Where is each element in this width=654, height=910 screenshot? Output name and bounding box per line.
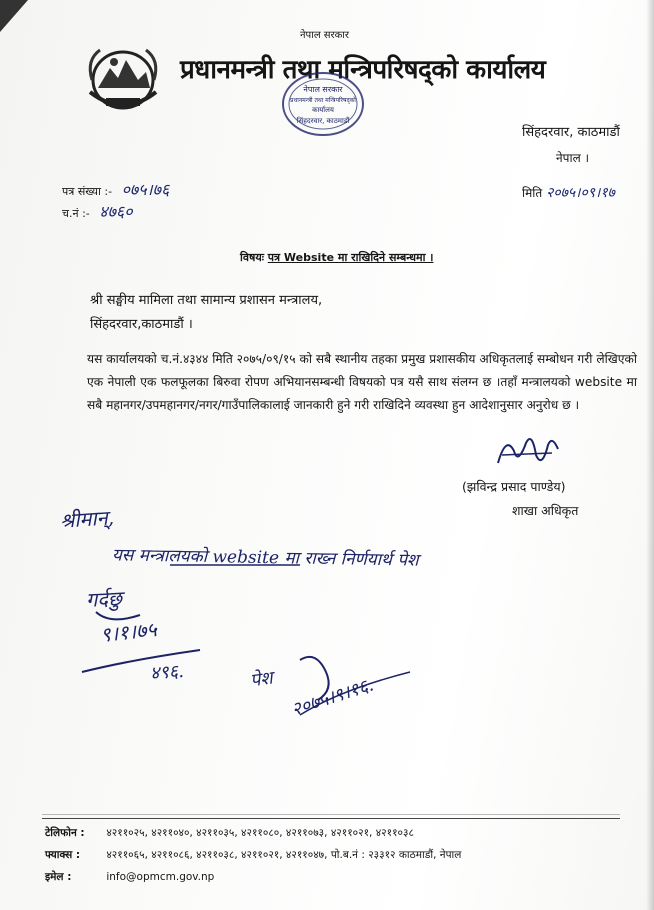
office-name: प्रधानमन्त्री तथा मन्त्रिपरिषद्‌को कार्यालय: [180, 55, 546, 85]
seal-line-1: नेपाल सरकार: [303, 85, 343, 94]
handwritten-date-1: ९।१।७५: [98, 617, 158, 647]
dispatch-label: च.नं :-: [62, 207, 90, 220]
date-label: मिति: [522, 186, 543, 200]
recipient-line-2: सिंहदरवार,काठमाडौं ।: [90, 317, 193, 332]
subject-text: पत्र Website मा राखिदिने सम्बन्धमा ।: [267, 251, 434, 264]
handwritten-note: यस मन्त्रालयको website मा राख्न निर्णयार्थ पेश: [111, 545, 419, 571]
signatory-designation: शाखा अधिकृत: [512, 503, 579, 518]
seal-line-3: कार्यालय: [312, 106, 334, 114]
dispatch-value: ४७६०: [99, 202, 133, 221]
phone-label: टेलिफोन :: [45, 827, 85, 839]
handwritten-number: ४९६.: [149, 660, 185, 685]
seal-line-4: सिंहदरवार, काठमाडौं: [296, 117, 350, 125]
address-line-1: सिंहदरवार, काठमाडौं: [522, 125, 620, 140]
footer-fax: [45, 848, 461, 862]
fax-value: ४२११०६५, ४२११०८६, ४२११०३८, ४२११०२१, ४२११०४७, पो.ब.नं : २३३१२ काठमाडौं, नेपाल: [106, 849, 462, 861]
handwritten-date-2: २०७५।९।१६.: [288, 674, 377, 721]
signatory-name: (झविन्द्र प्रसाद पाण्डेय): [462, 479, 566, 494]
footer-phone: [45, 826, 414, 840]
phone-value: ४२११०२५, ४२११०४०, ४२११०३५, ४२११०८०, ४२११०७३, ४२११०२१, ४२११०३८: [106, 827, 414, 839]
handwritten-salutation: श्रीमान्,: [59, 505, 115, 533]
fax-label: फ्याक्स :: [45, 849, 81, 861]
recipient-line-1: श्री सङ्घीय मामिला तथा सामान्य प्रशासन मन्त्रालय,: [90, 293, 323, 308]
letter-body: यस कार्यालयको च.नं.४३४४ मिति २०७५/०९/१५ को सबै स्थानीय तहका प्रमुख प्रशासकीय अधिकृतलाई सम्बोधन गरी लेखिएको एक नेपाली एक फलफूलका बिरुवा रोपण अभियानसम्बन्धी विषयको पत्र यसै साथ संलग्न छ ।तहाँ मन्त्रालयको website मा सबै महानगर/उपमहानगर/नगर/गाउँपालिकालाई जानकारी हुने गरी राखिदिने व्यवस्था हुन आदेशानुसार अनुरोध छ ।: [87, 352, 637, 412]
handwritten-forward: पेश: [248, 667, 274, 692]
handwritten-closing: गर्दछु: [85, 586, 123, 612]
address-line-2: नेपाल ।: [556, 151, 590, 165]
subject-label: विषयः: [240, 251, 264, 264]
footer-divider-top: [42, 814, 620, 815]
reference-label: पत्र संख्या :-: [62, 185, 113, 198]
email-label: इमेल :: [45, 871, 72, 883]
date-value: २०७५।०९।१७: [546, 185, 615, 201]
footer-email: [45, 870, 214, 884]
footer-divider: [42, 818, 620, 819]
reference-value: ०७५।७६: [121, 180, 170, 199]
government-label: नेपाल सरकार: [300, 30, 349, 41]
email-value: info@opmcm.gov.np: [106, 871, 215, 883]
seal-line-2: प्रधानमन्त्री तथा मन्त्रिपरिषद्को: [290, 97, 356, 104]
